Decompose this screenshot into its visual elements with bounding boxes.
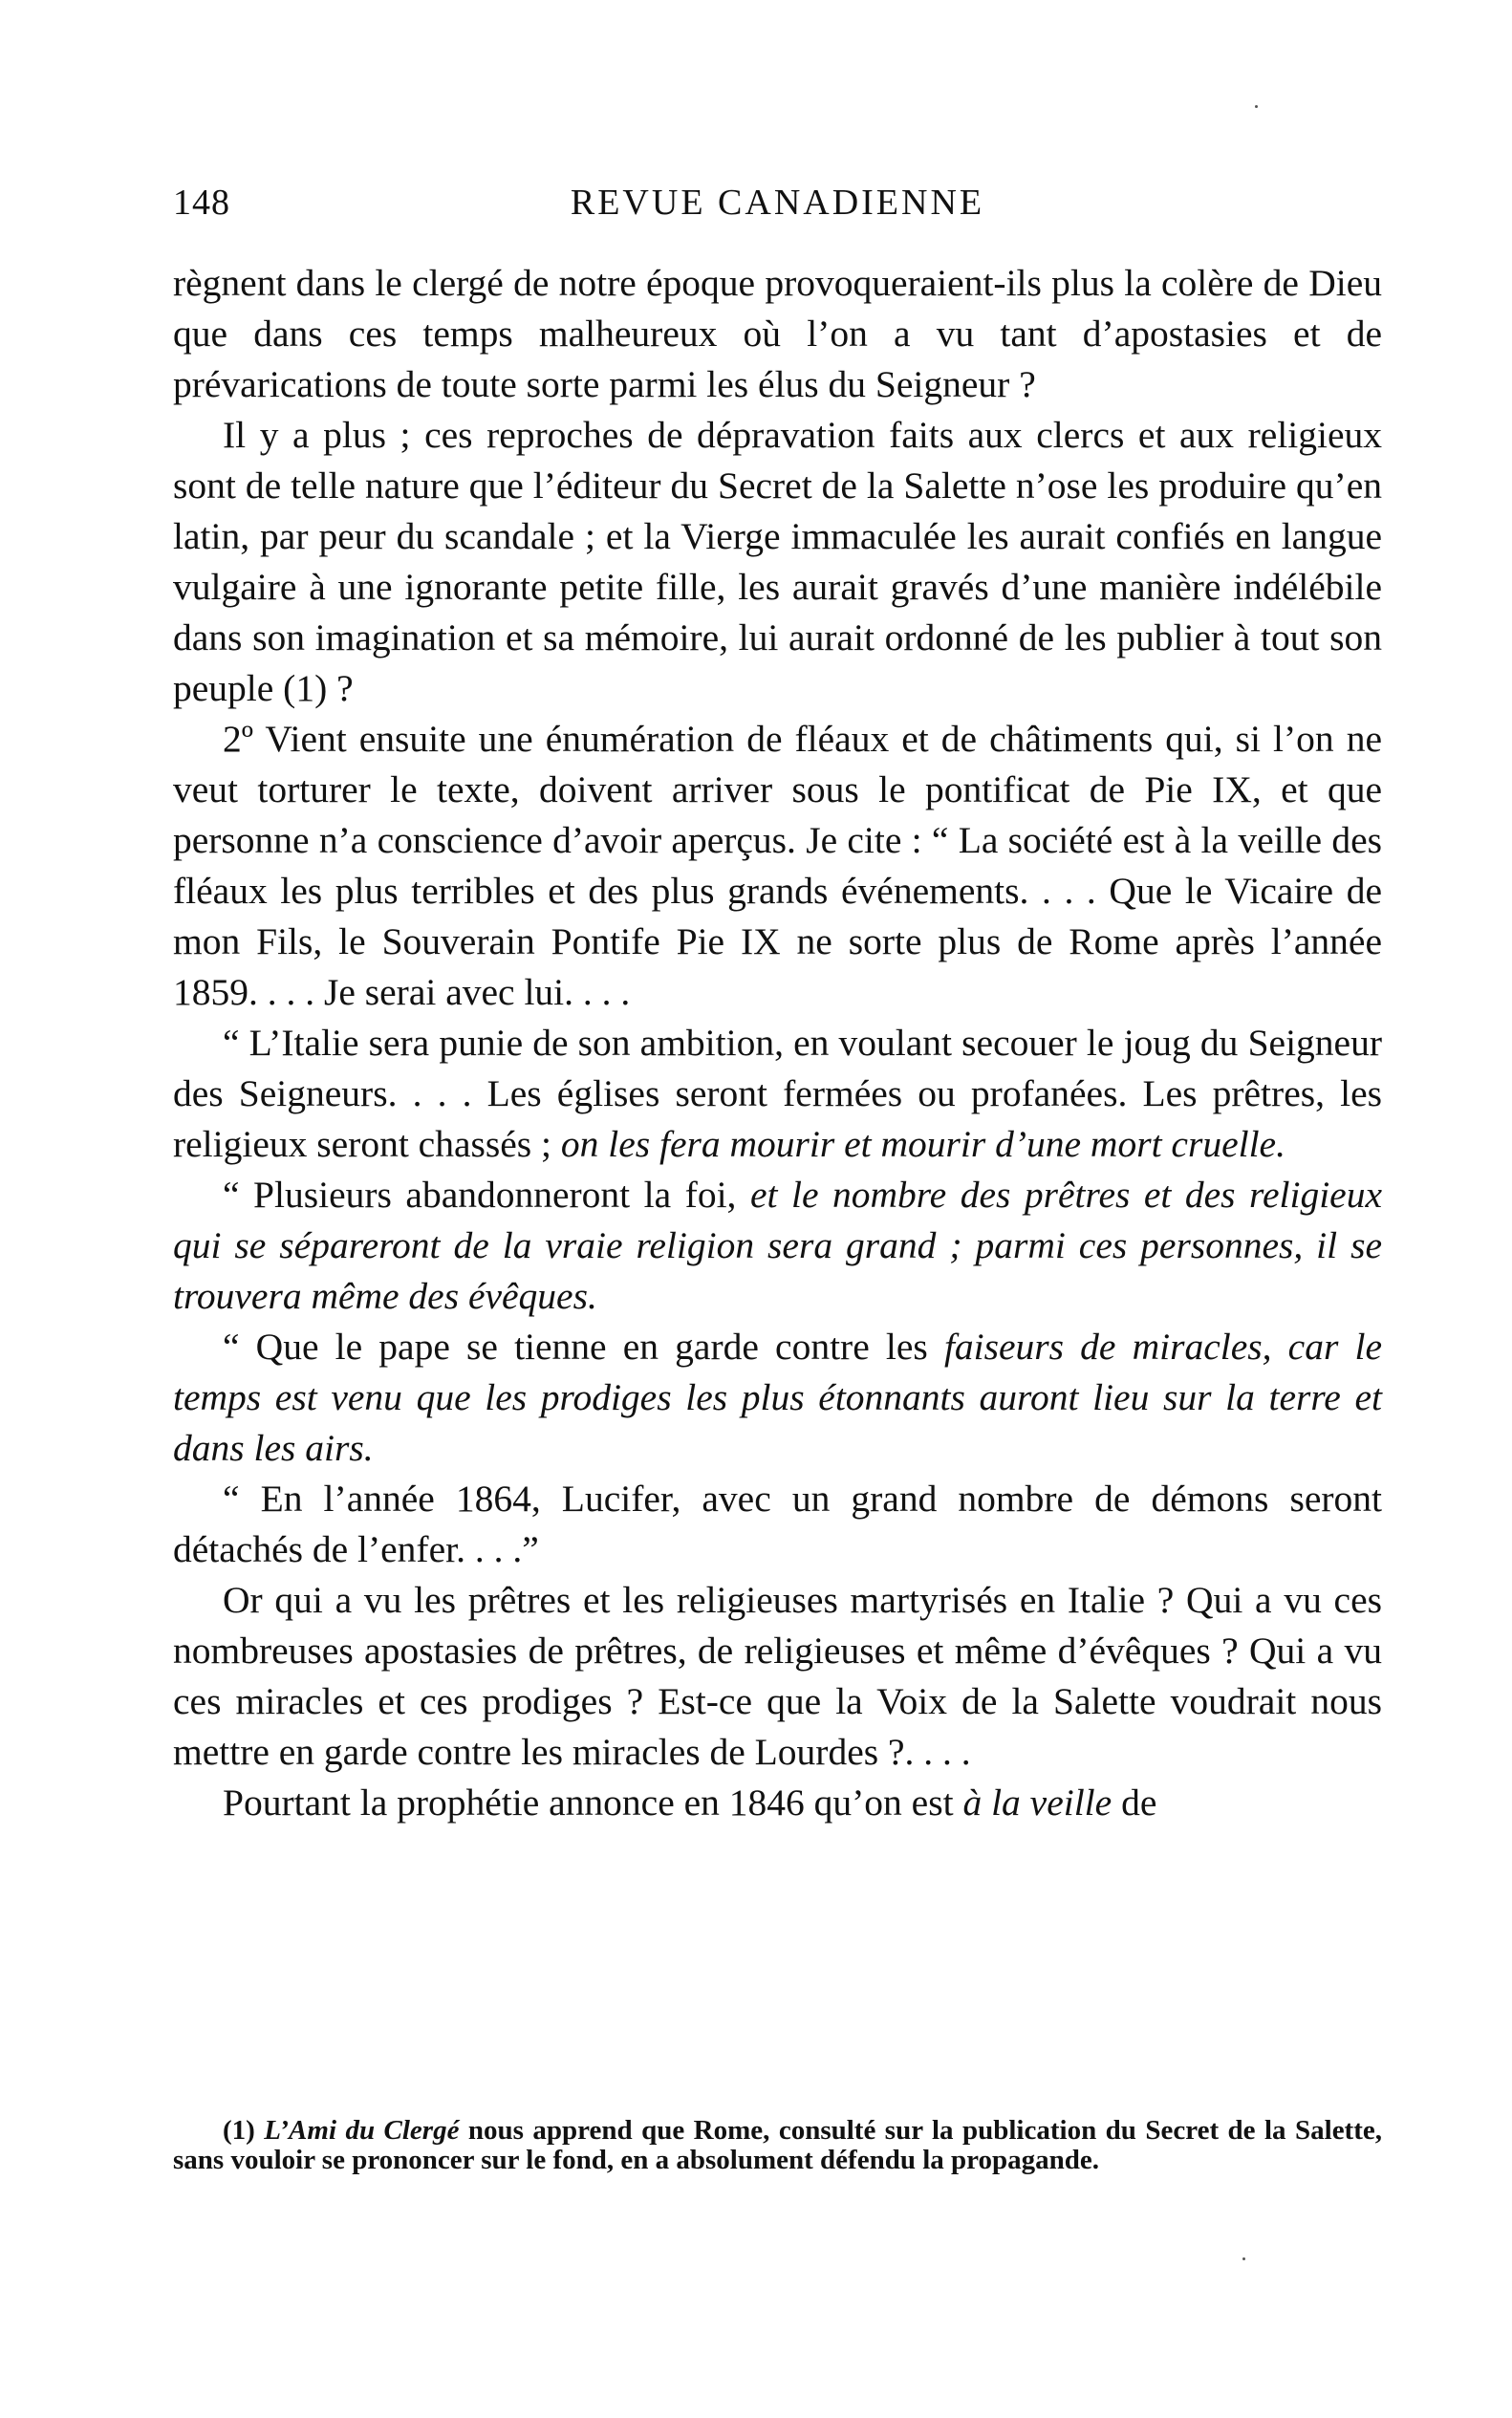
- footnote: [173, 2116, 1382, 2175]
- quote-apostasy: [173, 1170, 1382, 1322]
- quote-pope-text: “ Que le pape se tienne en garde contre les: [223, 1326, 944, 1368]
- paragraph-2-text: Il y a plus ; ces reproches de dépravation faits aux clercs et aux religieux sont de telle nature que l’éditeur du Secret de la Salette n’ose les produire qu’en latin, par peur du scandale ; et la Vierge immaculée les aurait confiés en langue vulgaire à une ignorante petite fille, les aurait gravés d’une manière indélébile dans son imagination et sa mémoire, lui aurait ordonné de les publier à tout son peuple (1) ?: [173, 414, 1382, 709]
- quote-apostasy-italic: et le nombre des prêtres et des religieux qui se sépareront de la vraie religion sera grand ; parmi ces personnes, il se trouvera même des évêques.: [173, 1174, 1382, 1317]
- quote-italy-text: “ L’Italie sera punie de son ambition, en voulant secouer le joug du Seigneur des Seigneurs. . . . Les églises seront fermées ou profanées. Les prêtres, les religieux seront chassés ;: [173, 1022, 1382, 1165]
- quote-lucifer-text: “ En l’année 1864, Lucifer, avec un grand nombre de démons seront détachés de l’enfer. . . .”: [173, 1478, 1382, 1570]
- paragraph-questions-text: Or qui a vu les prêtres et les religieuses martyrisés en Italie ? Qui a vu ces nombreuses apostasies de prêtres, de religieuses et même d’évêques ? Qui a vu ces miracles et ces prodiges ? Est-ce que la Voix de la Salette voudrait nous mettre en garde contre les miracles de Lourdes ?. . . .: [173, 1579, 1382, 1773]
- footnote-marker: (1): [223, 2115, 255, 2146]
- page-number: 148: [173, 183, 230, 223]
- quote-pope: [173, 1322, 1382, 1474]
- paragraph-prophecy: [173, 1778, 1382, 1828]
- footnote-text: nous apprend que Rome, consulté sur la publication du Secret de la Salette, sans vouloir se prononcer sur le fond, en a absolument défendu la propagande.: [173, 2115, 1382, 2175]
- quote-italy-italic: on les fera mourir et mourir d’une mort cruelle.: [560, 1123, 1285, 1165]
- paragraph-prophecy-end: de: [1112, 1781, 1157, 1824]
- running-title: REVUE CANADIENNE: [570, 183, 985, 223]
- paragraph-2: [173, 410, 1382, 714]
- paragraph-questions: [173, 1575, 1382, 1778]
- paragraph-1: [173, 258, 1382, 410]
- page-header: [173, 182, 1382, 229]
- quote-pope-italic: faiseurs de miracles, car le temps est venu que les prodiges les plus étonnants auront lieu sur la terre et dans les airs.: [173, 1326, 1382, 1469]
- paragraph-prophecy-text: Pourtant la prophétie annonce en 1846 qu’on est: [223, 1781, 963, 1824]
- quote-apostasy-text: “ Plusieurs abandonneront la foi,: [223, 1174, 750, 1216]
- footnote-source-title: L’Ami du Clergé: [264, 2115, 460, 2146]
- paragraph-3-text: 2º Vient ensuite une énumération de fléaux et de châtiments qui, si l’on ne veut torturer le texte, doivent arriver sous le pontificat de Pie IX, et que personne n’a conscience d’avoir aperçus. Je cite : “ La société est à la veille des fléaux les plus terribles et des plus grands événements. . . . Que le Vicaire de mon Fils, le Souverain Pontife Pie IX ne sorte plus de Rome après l’année 1859. . . . Je serai avec lui. . . .: [173, 718, 1382, 1013]
- body-text: [173, 258, 1382, 1828]
- paper-speck: [1242, 2257, 1245, 2260]
- quote-italy: [173, 1018, 1382, 1170]
- paragraph-1-text: règnent dans le clergé de notre époque provoqueraient-ils plus la colère de Dieu que dans ces temps malheureux où l’on a vu tant d’apostasies et de prévarications de toute sorte parmi les élus du Seigneur ?: [173, 262, 1382, 405]
- paragraph-3: [173, 714, 1382, 1018]
- paragraph-prophecy-italic: à la veille: [962, 1781, 1112, 1824]
- quote-lucifer: [173, 1474, 1382, 1575]
- footnote-paragraph: [173, 2116, 1382, 2175]
- paper-speck: [1255, 105, 1258, 108]
